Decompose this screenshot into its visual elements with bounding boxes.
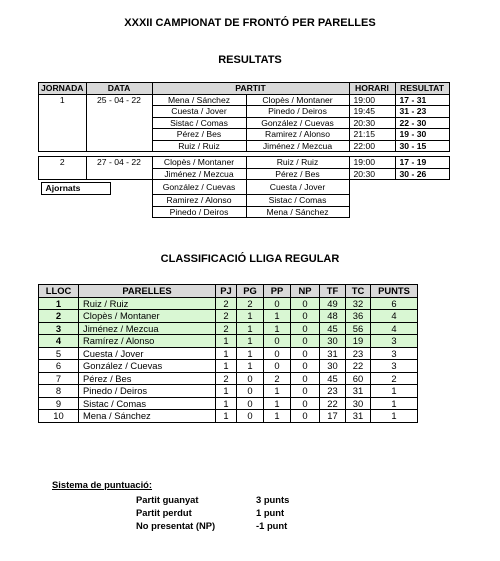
standings-cell-pj: 2 — [216, 372, 237, 385]
time-cell: 20:30 — [349, 168, 395, 180]
home-team: Mena / Sánchez — [152, 94, 246, 106]
standings-cell-np: 0 — [291, 385, 320, 398]
standings-cell-pj: 1 — [216, 385, 237, 398]
results-title: RESULTATS — [218, 54, 282, 66]
jornada-cell: 2 — [39, 157, 87, 180]
standings-cell-lloc: 7 — [39, 372, 79, 385]
score-cell: 31 - 23 — [395, 106, 449, 118]
header-np: NP — [291, 285, 320, 298]
home-team: Cuesta / Jover — [152, 106, 246, 118]
standings-cell-tc: 32 — [346, 297, 371, 310]
scoring-rule-value: 3 punts — [256, 494, 290, 505]
standings-cell-np: 0 — [291, 410, 320, 423]
score-cell: 17 - 31 — [395, 94, 449, 106]
home-team: Clopès / Montaner — [152, 157, 246, 169]
away-team: Ramirez / Alonso — [246, 129, 349, 141]
standings-cell-punts: 2 — [371, 372, 418, 385]
home-team: Jiménez / Mezcua — [152, 168, 246, 180]
standings-cell-pj: 2 — [216, 322, 237, 335]
standings-cell-pp: 2 — [264, 372, 291, 385]
header-tf: TF — [320, 285, 346, 298]
standings-cell-pg: 2 — [237, 297, 264, 310]
standings-cell-tc: 60 — [346, 372, 371, 385]
score-cell: 19 - 30 — [395, 129, 449, 141]
standings-row — [39, 310, 418, 323]
standings-cell-parelles: Cuesta / Jover — [79, 347, 216, 360]
standings-cell-pg: 0 — [237, 372, 264, 385]
standings-row — [39, 347, 418, 360]
scoring-rule-label: No presentat (NP) — [136, 520, 216, 531]
header-lloc: LLOC — [39, 285, 79, 298]
standings-cell-pg: 1 — [237, 310, 264, 323]
standings-cell-lloc: 4 — [39, 335, 79, 348]
standings-cell-lloc: 9 — [39, 397, 79, 410]
away-team: Mena / Sánchez — [246, 206, 349, 218]
standings-cell-tc: 22 — [346, 360, 371, 373]
standings-cell-parelles: Jiménez / Mezcua — [79, 322, 216, 335]
standings-cell-punts: 3 — [371, 347, 418, 360]
away-team: González / Cuevas — [246, 117, 349, 129]
standings-cell-tf: 45 — [320, 322, 346, 335]
results-table — [38, 82, 450, 218]
standings-cell-parelles: Mena / Sánchez — [79, 410, 216, 423]
standings-cell-pg: 0 — [237, 397, 264, 410]
away-team: Ruiz / Ruiz — [246, 157, 349, 169]
result-row — [39, 94, 450, 106]
score-cell: 30 - 26 — [395, 168, 449, 180]
standings-row — [39, 335, 418, 348]
home-team: Ruiz / Ruiz — [152, 140, 246, 152]
header-data: DATA — [86, 83, 152, 95]
jornada-cell: 1 — [39, 94, 87, 152]
standings-cell-tc: 56 — [346, 322, 371, 335]
standings-table — [38, 284, 418, 423]
header-pg: PG — [237, 285, 264, 298]
header-punts: PUNTS — [371, 285, 418, 298]
standings-cell-pp: 1 — [264, 397, 291, 410]
header-horari: HORARI — [349, 83, 395, 95]
standings-cell-np: 0 — [291, 372, 320, 385]
header-partit: PARTIT — [152, 83, 349, 95]
standings-cell-pp: 1 — [264, 310, 291, 323]
scoring-rule-label: Partit guanyat — [136, 494, 199, 505]
standings-row — [39, 360, 418, 373]
standings-cell-tc: 19 — [346, 335, 371, 348]
standings-cell-pp: 0 — [264, 335, 291, 348]
standings-cell-pg: 1 — [237, 360, 264, 373]
standings-cell-tf: 45 — [320, 372, 346, 385]
time-cell: 21:15 — [349, 129, 395, 141]
standings-cell-np: 0 — [291, 310, 320, 323]
header-resultat: RESULTAT — [395, 83, 449, 95]
scoring-rule-value: -1 punt — [256, 520, 288, 531]
standings-cell-pp: 0 — [264, 360, 291, 373]
standings-cell-lloc: 5 — [39, 347, 79, 360]
standings-cell-tc: 30 — [346, 397, 371, 410]
result-row — [39, 157, 450, 169]
ajornats-label: Ajornats — [41, 182, 111, 195]
standings-cell-pp: 1 — [264, 385, 291, 398]
standings-cell-lloc: 2 — [39, 310, 79, 323]
standings-cell-punts: 1 — [371, 385, 418, 398]
header-parelles: PARELLES — [79, 285, 216, 298]
away-team: Pinedo / Deiros — [246, 106, 349, 118]
standings-cell-pj: 2 — [216, 310, 237, 323]
postponed-row — [39, 195, 450, 207]
standings-cell-tc: 36 — [346, 310, 371, 323]
time-cell: 19:00 — [349, 94, 395, 106]
standings-cell-tf: 49 — [320, 297, 346, 310]
results-header-row — [39, 83, 450, 95]
away-team: Sistac / Comas — [246, 195, 349, 207]
standings-cell-tf: 30 — [320, 335, 346, 348]
standings-cell-punts: 3 — [371, 335, 418, 348]
standings-row — [39, 297, 418, 310]
standings-row — [39, 397, 418, 410]
standings-cell-pp: 1 — [264, 410, 291, 423]
standings-cell-tf: 23 — [320, 385, 346, 398]
header-jornada: JORNADA — [39, 83, 87, 95]
standings-row — [39, 322, 418, 335]
away-team: Clopès / Montaner — [246, 94, 349, 106]
standings-cell-parelles: Sistac / Comas — [79, 397, 216, 410]
standings-cell-parelles: Clopès / Montaner — [79, 310, 216, 323]
standings-cell-lloc: 1 — [39, 297, 79, 310]
date-cell: 27 - 04 - 22 — [86, 157, 152, 180]
standings-cell-np: 0 — [291, 322, 320, 335]
standings-cell-punts: 3 — [371, 360, 418, 373]
standings-cell-parelles: Pérez / Bes — [79, 372, 216, 385]
standings-cell-lloc: 6 — [39, 360, 79, 373]
standings-cell-punts: 1 — [371, 410, 418, 423]
standings-cell-lloc: 3 — [39, 322, 79, 335]
header-tc: TC — [346, 285, 371, 298]
standings-cell-parelles: Ramírez / Alonso — [79, 335, 216, 348]
standings-cell-punts: 6 — [371, 297, 418, 310]
standings-cell-pp: 1 — [264, 322, 291, 335]
standings-cell-pj: 2 — [216, 297, 237, 310]
standings-cell-np: 0 — [291, 397, 320, 410]
header-pp: PP — [264, 285, 291, 298]
standings-cell-tf: 17 — [320, 410, 346, 423]
standings-cell-np: 0 — [291, 347, 320, 360]
standings-cell-pj: 1 — [216, 335, 237, 348]
standings-cell-tf: 30 — [320, 360, 346, 373]
standings-cell-tf: 22 — [320, 397, 346, 410]
standings-cell-parelles: González / Cuevas — [79, 360, 216, 373]
home-team: González / Cuevas — [152, 180, 246, 195]
standings-cell-tf: 48 — [320, 310, 346, 323]
standings-cell-np: 0 — [291, 360, 320, 373]
standings-row — [39, 410, 418, 423]
scoring-rule-value: 1 punt — [256, 507, 285, 518]
standings-cell-pg: 1 — [237, 335, 264, 348]
standings-cell-tf: 31 — [320, 347, 346, 360]
standings-row — [39, 372, 418, 385]
standings-cell-lloc: 10 — [39, 410, 79, 423]
standings-cell-np: 0 — [291, 297, 320, 310]
standings-cell-punts: 4 — [371, 322, 418, 335]
away-team: Cuesta / Jover — [246, 180, 349, 195]
standings-row — [39, 385, 418, 398]
standings-cell-pp: 0 — [264, 297, 291, 310]
standings-cell-pg: 0 — [237, 410, 264, 423]
document-title: XXXII CAMPIONAT DE FRONTÓ PER PARELLES — [124, 17, 376, 29]
home-team: Ramirez / Alonso — [152, 195, 246, 207]
score-cell: 22 - 30 — [395, 117, 449, 129]
away-team: Jiménez / Mezcua — [246, 140, 349, 152]
standings-cell-pg: 1 — [237, 322, 264, 335]
standings-header-row — [39, 285, 418, 298]
date-cell: 25 - 04 - 22 — [86, 94, 152, 152]
standings-cell-tc: 31 — [346, 410, 371, 423]
standings-cell-pj: 1 — [216, 410, 237, 423]
score-cell: 17 - 19 — [395, 157, 449, 169]
score-cell: 30 - 15 — [395, 140, 449, 152]
scoring-system-title: Sistema de puntuació: — [52, 479, 153, 490]
away-team: Pérez / Bes — [246, 168, 349, 180]
time-cell: 19:45 — [349, 106, 395, 118]
standings-cell-pj: 1 — [216, 397, 237, 410]
standings-cell-pj: 1 — [216, 347, 237, 360]
standings-cell-parelles: Ruiz / Ruiz — [79, 297, 216, 310]
standings-cell-pp: 0 — [264, 347, 291, 360]
standings-cell-lloc: 8 — [39, 385, 79, 398]
time-cell: 20:30 — [349, 117, 395, 129]
standings-cell-pg: 0 — [237, 385, 264, 398]
scoring-rule-label: Partit perdut — [136, 507, 192, 518]
standings-title: CLASSIFICACIÓ LLIGA REGULAR — [160, 253, 340, 265]
home-team: Sistac / Comas — [152, 117, 246, 129]
postponed-row — [39, 180, 450, 195]
standings-cell-pg: 1 — [237, 347, 264, 360]
home-team: Pérez / Bes — [152, 129, 246, 141]
standings-cell-tc: 31 — [346, 385, 371, 398]
standings-cell-punts: 4 — [371, 310, 418, 323]
postponed-row — [39, 206, 450, 218]
time-cell: 22:00 — [349, 140, 395, 152]
standings-cell-parelles: Pinedo / Deiros — [79, 385, 216, 398]
header-pj: PJ — [216, 285, 237, 298]
standings-cell-tc: 23 — [346, 347, 371, 360]
standings-cell-punts: 1 — [371, 397, 418, 410]
time-cell: 19:00 — [349, 157, 395, 169]
standings-cell-np: 0 — [291, 335, 320, 348]
standings-cell-pj: 1 — [216, 360, 237, 373]
home-team: Pinedo / Deiros — [152, 206, 246, 218]
